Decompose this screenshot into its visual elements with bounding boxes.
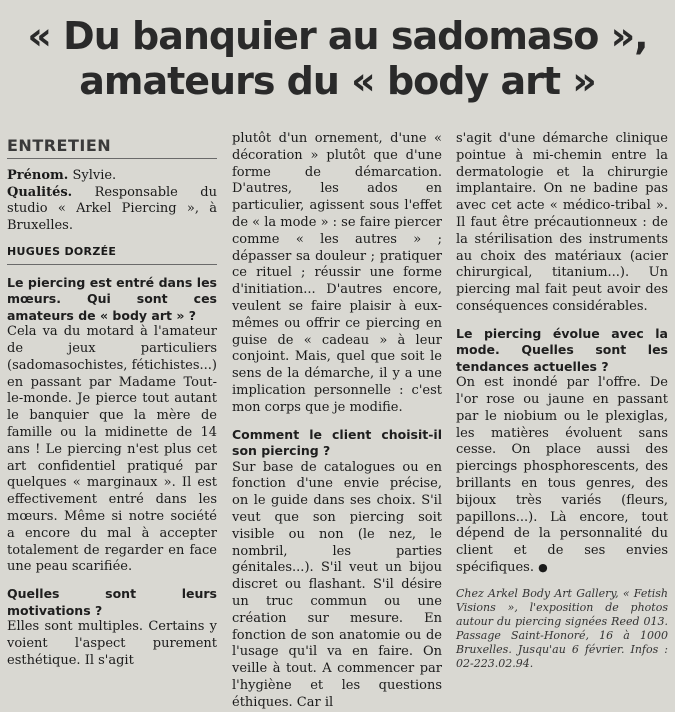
question-1: Le piercing est entré dans les mœurs. Qui sont ces amateurs de « body art » ? bbox=[7, 274, 217, 323]
profile-quality bbox=[7, 185, 217, 235]
answer-3: Sur base de catalogues ou en fonction d'une envie précise, on le guide dans ses choix. S'il veut que son piercing soit visible ou non (le nez, le nombril, les parties génitales...). S'il veut un bijou discret ou flashant. S'il désire un truc commun ou une création sur mesure. En fonction de son anatomie ou de l'usage qu'il va en faire. On veille à tout. A commencer par l'hygiène et les questions éthiques. Car il bbox=[232, 459, 442, 710]
profile-quality-value: Responsable du studio « Arkel Piercing », à Bruxelles. bbox=[7, 184, 217, 234]
column-3 bbox=[456, 131, 668, 671]
column-1 bbox=[7, 138, 217, 670]
profile-quality-label: Qualités. bbox=[7, 184, 73, 200]
profile-name-label: Prénom. bbox=[7, 167, 69, 183]
profile-name-value: Sylvie. bbox=[72, 167, 117, 183]
answer-4-text: On est inondé par l'offre. De l'or rose ou jaune en passant par le niobium ou le plexiglas, les matières évoluent sans cesse. On place aussi des piercings phosphorescents, des brillants en tous genres, des bijoux très variés (fleurs, papillons...). Là encore, tout dépend de la personnalité du client et de ses envies spécifiques. bbox=[456, 375, 668, 576]
answer-1: Cela va du motard à l'amateur de jeux particuliers (sadomasochistes, fétichistes...) en passant par Madame Tout-le-monde. Je pierce tout autant le banquier que la mère de famille ou la midinette de 14 ans ! Le piercing n'est plus cet art confidentiel pratiqué par quelques « marginaux ». Il est effectivement entré dans les mœurs. Même si notre société a encore du mal à accepter totalement de regarder en face une peau scarifiée. bbox=[7, 324, 217, 575]
rubric-label: ENTRETIEN bbox=[7, 138, 217, 159]
question-2: Quelles sont leurs motivations ? bbox=[7, 586, 217, 618]
answer-2: Elles sont multiples. Certains y voient l'aspect purement esthétique. Il s'agit bbox=[7, 619, 217, 668]
question-4: Le piercing évolue avec la mode. Quelles sont les tendances actuelles ? bbox=[456, 325, 668, 374]
headline bbox=[0, 14, 675, 104]
column-2 bbox=[232, 131, 442, 712]
headline-line-2: amateurs du « body art » bbox=[79, 59, 596, 103]
author-byline: HUGUES DORZÉE bbox=[7, 244, 217, 265]
answer-2-continued: plutôt d'un ornement, d'une « décoration » plutôt que d'une forme de démarcation. D'autres, les ados en particulier, agissent sous l'effet de « la mode » : se faire piercer comme « les autres » ; dépasser sa douleur ; pratiquer ce rituel ; réussir une forme d'initiation... D'autres encore, veulent se faire plaisir à eux-mêmes ou offrir ce piercing en guise de « cadeau » à leur conjoint. Mais, quel que soit le sens de la démarche, il y a une implication personnelle : c'est mon corps que je modifie. bbox=[232, 131, 443, 415]
exhibition-footnote: Chez Arkel Body Art Gallery, « Fetish Visions », l'exposition de photos autour du piercing signées Reed 013. Passage Saint-Honoré, 16 à 1000 Bruxelles. Jusqu'au 6 février. Infos : 02-223.02.94. bbox=[456, 586, 668, 670]
headline-line-1: « Du banquier au sadomaso », bbox=[27, 14, 648, 58]
answer-4 bbox=[456, 375, 668, 577]
answer-3-continued: s'agit d'une démarche clinique pointue à mi-chemin entre la dermatologie et la chirurgie implantaire. On ne badine pas avec cet acte « médico-tribal ». Il faut être précautionneux : de la stérilisation des instruments au choix des matériaux (acier chirurgical, titanium...). Un piercing mal fait peut avoir des conséquences considérables. bbox=[456, 131, 668, 314]
profile-name bbox=[7, 168, 217, 185]
end-of-article-mark: ● bbox=[538, 561, 548, 575]
question-3: Comment le client choisit-il son piercing ? bbox=[232, 426, 442, 459]
